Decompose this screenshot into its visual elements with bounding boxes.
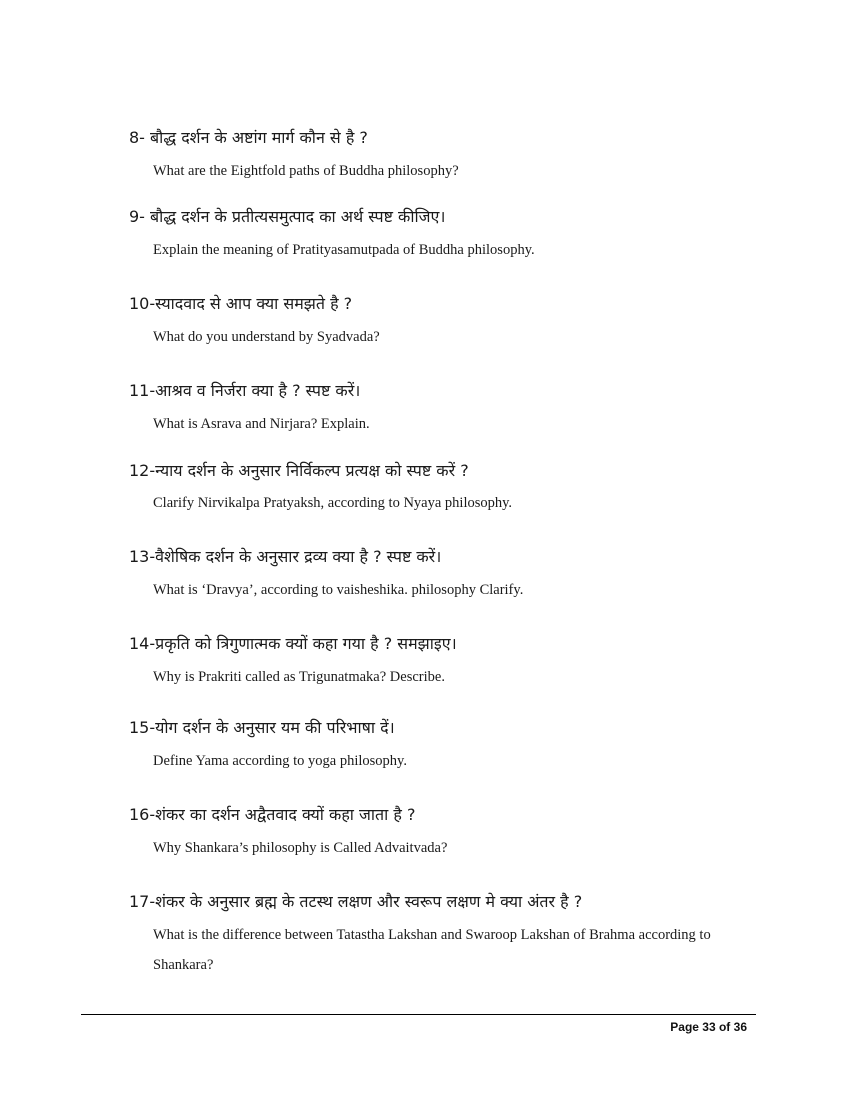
question-english: What do you understand by Syadvada? xyxy=(153,329,380,345)
footer-divider xyxy=(81,1014,756,1015)
question-hindi: 8- बौद्ध दर्शन के अष्टांग मार्ग कौन से है ? xyxy=(129,128,368,147)
question-hindi: 13-वैशेषिक दर्शन के अनुसार द्रव्य क्या है ? स्पष्ट करें। xyxy=(129,547,442,566)
question-hindi: 11-आश्रव व निर्जरा क्या है ? स्पष्ट करें। xyxy=(129,381,361,400)
question-hindi: 10-स्यादवाद से आप क्या समझते है ? xyxy=(129,294,353,313)
question-english: What are the Eightfold paths of Buddha philosophy? xyxy=(153,163,459,179)
question-english: Clarify Nirvikalpa Pratyaksh, according to Nyaya philosophy. xyxy=(153,495,513,511)
question-english: Why Shankara’s philosophy is Called Advaitvada? xyxy=(153,840,448,856)
question-hindi: 14-प्रकृति को त्रिगुणात्मक क्यों कहा गया है ? समझाइए। xyxy=(129,634,457,653)
question-hindi: 12-न्याय दर्शन के अनुसार निर्विकल्प प्रत्यक्ष को स्पष्ट करें ? xyxy=(129,461,469,480)
question-english: Explain the meaning of Pratityasamutpada of Buddha philosophy. xyxy=(153,242,535,258)
page-number: Page 33 of 36 xyxy=(670,1020,747,1034)
question-hindi: 17-शंकर के अनुसार ब्रह्म के तटस्थ लक्षण और स्वरूप लक्षण मे क्या अंतर है ? xyxy=(129,892,583,911)
question-hindi: 15-योग दर्शन के अनुसार यम की परिभाषा दें। xyxy=(129,718,395,737)
question-hindi: 9- बौद्ध दर्शन के प्रतीत्यसमुत्पाद का अर्थ स्पष्ट कीजिए। xyxy=(129,207,446,226)
question-hindi: 16-शंकर का दर्शन अद्वैतवाद क्यों कहा जाता है ? xyxy=(129,805,416,824)
question-english: What is Asrava and Nirjara? Explain. xyxy=(153,416,370,432)
question-english: What is ‘Dravya’, according to vaisheshika. philosophy Clarify. xyxy=(153,582,524,598)
question-english: What is the difference between Tatastha Lakshan and Swaroop Lakshan of Brahma according to Shankara? xyxy=(153,927,711,973)
question-english: Define Yama according to yoga philosophy. xyxy=(153,753,407,769)
question-english: Why is Prakriti called as Trigunatmaka? Describe. xyxy=(153,669,445,685)
